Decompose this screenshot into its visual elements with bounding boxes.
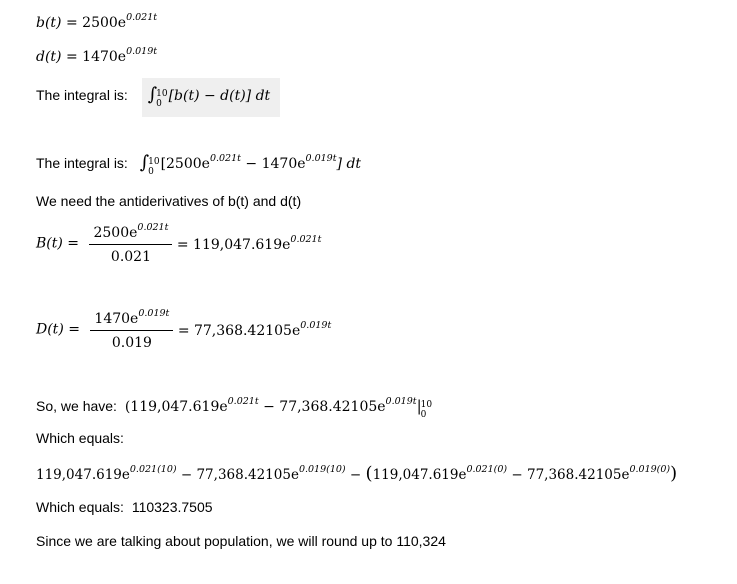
so-we-have-label: So, we have: bbox=[36, 398, 117, 414]
integral-limits-2 bbox=[148, 157, 159, 177]
ex-paren-close: ) bbox=[670, 463, 678, 484]
conclusion-text: Since we are talking about population, we will round up to 110,324 bbox=[36, 533, 446, 549]
ex-a: 119,047.619e bbox=[36, 467, 130, 483]
integral-upper-1: 10 bbox=[156, 89, 168, 99]
antiderivative-D bbox=[36, 308, 331, 351]
integral-sign-2: ∫ bbox=[139, 152, 150, 173]
antiderivative-text: We need the antiderivatives of b(t) and d(t) bbox=[36, 193, 302, 209]
swh-mid: − 77,368.42105e bbox=[258, 399, 386, 415]
birth-exp: 0.021t bbox=[126, 12, 158, 23]
B-num-exp: 0.021t bbox=[137, 222, 169, 233]
ex-b: − 77,368.42105e bbox=[176, 467, 299, 483]
birth-coef: 2500e bbox=[82, 15, 127, 31]
integral-expr-2 bbox=[139, 152, 362, 177]
death-lhs: d(t) = bbox=[36, 49, 78, 65]
ex-ee: 0.019(0) bbox=[629, 464, 671, 475]
swh-open: (119,047.619e bbox=[124, 399, 228, 415]
B-lhs: B(t) = bbox=[36, 235, 80, 252]
integral-exp1-2: 0.021t bbox=[209, 153, 241, 164]
swh-upper: 10 bbox=[420, 400, 433, 410]
ex-c: − bbox=[345, 467, 366, 483]
swh-limits bbox=[421, 400, 432, 420]
integral-box-1 bbox=[142, 78, 280, 117]
swh-lower: 0 bbox=[420, 410, 427, 420]
B-result bbox=[176, 234, 322, 253]
ex-ea: 0.021(10) bbox=[129, 464, 177, 475]
D-denominator: 0.019 bbox=[111, 335, 152, 351]
integral-sign-1: ∫ bbox=[147, 84, 158, 105]
integral-body-1: [b(t) − d(t)] dt bbox=[168, 88, 271, 104]
birth-function bbox=[36, 12, 157, 31]
ex-e: − 77,368.42105e bbox=[507, 467, 630, 483]
swh-bar: | bbox=[416, 397, 422, 415]
integral-label-2: The integral is: bbox=[36, 155, 128, 171]
death-coef: 1470e bbox=[82, 49, 127, 65]
integral-lower-2: 0 bbox=[148, 167, 154, 177]
ex-eb: 0.019(10) bbox=[298, 464, 346, 475]
D-numerator bbox=[90, 308, 173, 331]
D-num-coef: 1470e bbox=[94, 311, 139, 327]
which-equals-2-label: Which equals: bbox=[36, 499, 124, 515]
integral-close-2: ] dt bbox=[336, 156, 362, 172]
integral-limits-1 bbox=[156, 89, 167, 109]
B-numerator bbox=[89, 222, 172, 245]
integral-statement-2 bbox=[36, 152, 361, 177]
swh-exp2: 0.019t bbox=[385, 396, 417, 407]
B-num-coef: 2500e bbox=[93, 225, 138, 241]
integral-exp2-2: 0.019t bbox=[305, 153, 337, 164]
ex-ed: 0.021(0) bbox=[466, 464, 508, 475]
integral-open-2: [2500e bbox=[160, 156, 210, 172]
integral-label-1: The integral is: bbox=[36, 87, 128, 103]
D-num-exp: 0.019t bbox=[138, 308, 170, 319]
antiderivative-B bbox=[36, 222, 321, 265]
D-lhs: D(t) = bbox=[36, 321, 80, 338]
which-equals-1: Which equals: bbox=[36, 430, 124, 446]
integral-upper-2: 10 bbox=[148, 157, 160, 167]
so-we-have-expr bbox=[124, 396, 433, 420]
integral-statement-1 bbox=[36, 78, 280, 117]
death-function bbox=[36, 46, 157, 65]
ex-paren-open: ( bbox=[365, 463, 373, 484]
integral-mid-2: − 1470e bbox=[240, 156, 306, 172]
ex-d: 119,047.619e bbox=[372, 467, 467, 483]
D-result-coef: = 77,368.42105e bbox=[177, 323, 301, 339]
B-result-coef: = 119,047.619e bbox=[176, 237, 291, 253]
B-fraction bbox=[89, 222, 172, 265]
integral-lower-1: 0 bbox=[156, 99, 162, 109]
D-result-exp: 0.019t bbox=[300, 320, 332, 331]
final-value: 110323.7505 bbox=[131, 499, 213, 515]
so-we-have-line bbox=[36, 396, 433, 420]
B-denominator: 0.021 bbox=[110, 249, 151, 265]
birth-lhs: b(t) = bbox=[36, 15, 78, 31]
expanded-evaluation bbox=[36, 463, 677, 484]
which-equals-2 bbox=[36, 499, 213, 515]
D-result bbox=[177, 320, 332, 339]
B-result-exp: 0.021t bbox=[290, 234, 322, 245]
swh-exp1: 0.021t bbox=[227, 396, 259, 407]
death-exp: 0.019t bbox=[126, 46, 158, 57]
D-fraction bbox=[90, 308, 173, 351]
